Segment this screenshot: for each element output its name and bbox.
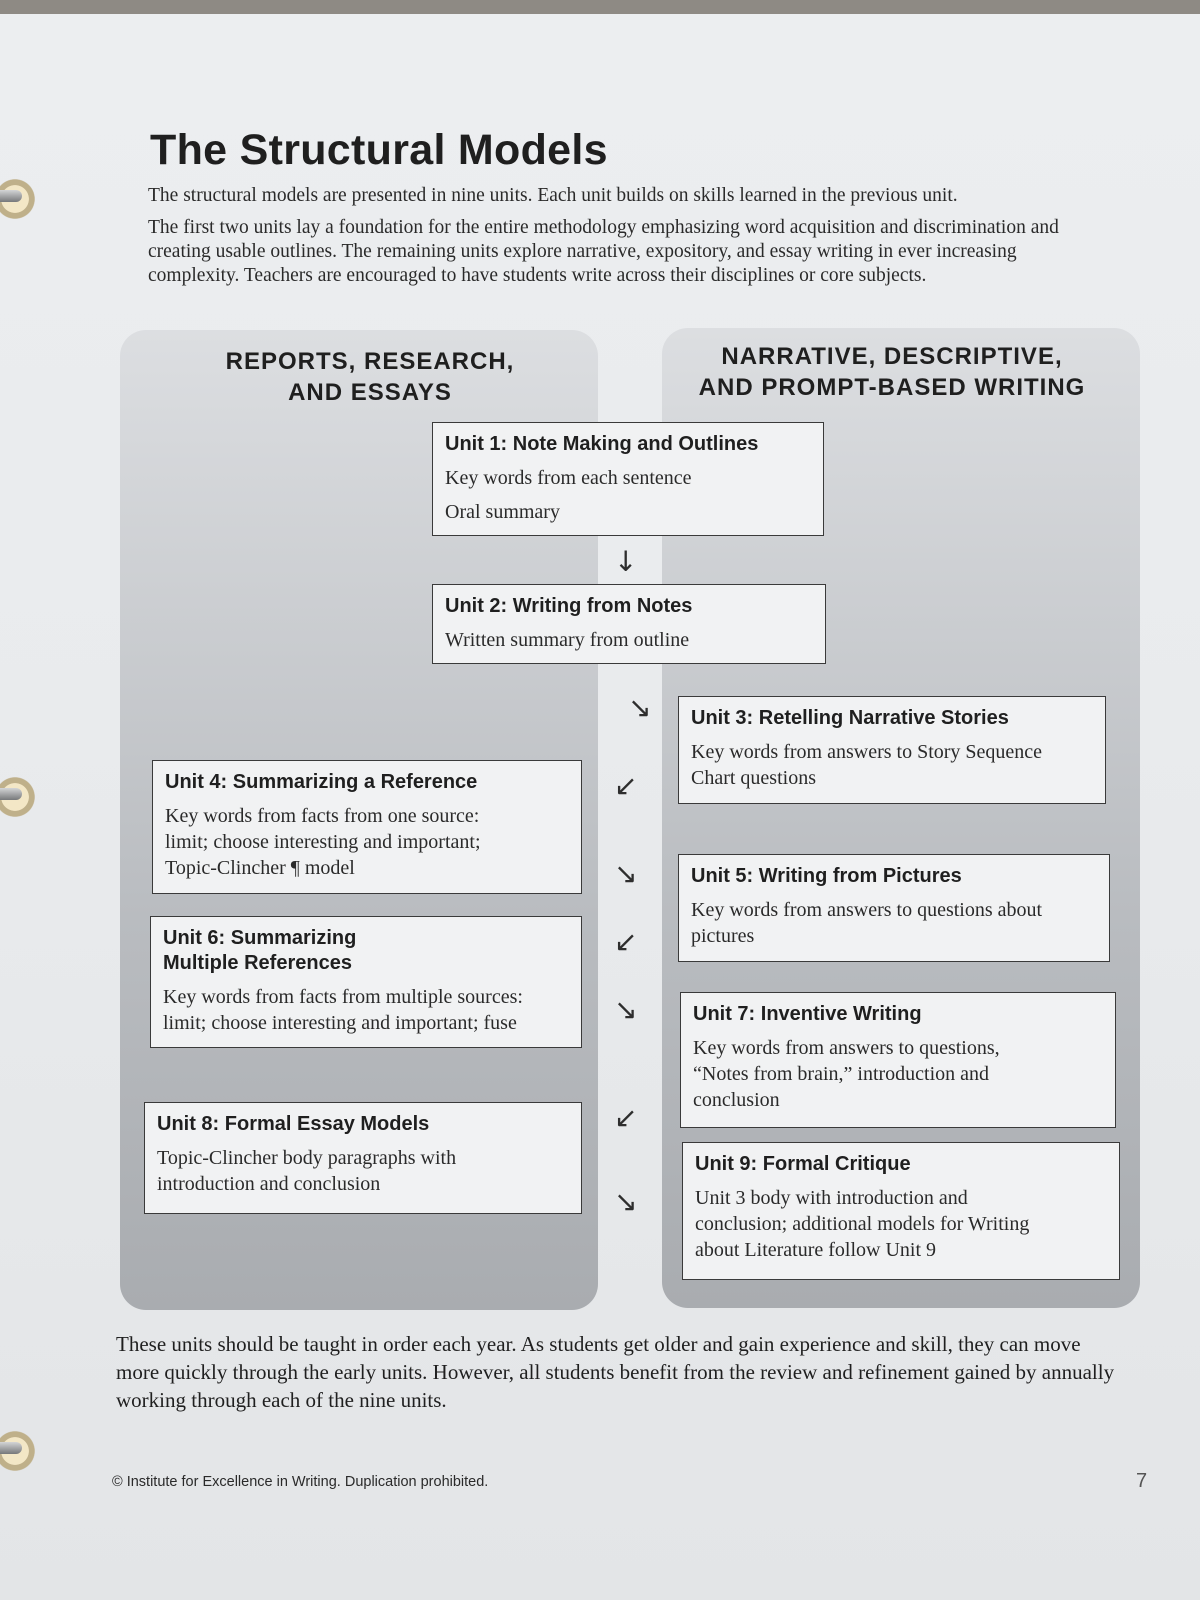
unit-line: Key words from answers to questions,	[693, 1037, 1000, 1059]
arrow-down-right-icon: ↘	[614, 993, 638, 1026]
unit-4-box	[152, 760, 582, 894]
unit-line: Chart questions	[691, 767, 816, 789]
unit-line: Topic-Clincher body paragraphs with	[157, 1147, 457, 1169]
unit-line: Topic-Clincher ¶ model	[165, 857, 355, 879]
unit-line: limit; choose interesting and important; fuse	[163, 1012, 517, 1034]
unit-line: “Notes from brain,” introduction and	[693, 1063, 990, 1085]
unit-title: Unit 4: Summarizing a Reference	[165, 771, 478, 793]
unit-line: Key words from each sentence	[445, 467, 692, 489]
unit-line: Key words from facts from one source:	[165, 805, 480, 827]
arrow-down-right-icon: ↘	[614, 857, 638, 890]
arrow-down-left-icon: ↙	[614, 1101, 638, 1134]
unit-line: limit; choose interesting and important;	[165, 831, 481, 853]
unit-3-box	[678, 696, 1106, 804]
unit-6-box	[150, 916, 582, 1048]
arrow-down-right-icon: ↘	[628, 691, 652, 724]
binder-ring-icon	[0, 774, 42, 820]
unit-line: about Literature follow Unit 9	[695, 1239, 937, 1261]
arrow-down-left-icon: ↙	[614, 925, 638, 958]
closing-paragraph: These units should be taught in order each year. As students get older and gain experience and skill, they can move more quickly through the early units. However, all students benefit from the review and refinement gained by annually working through each of the nine units.	[116, 1332, 1115, 1412]
copyright-footer: © Institute for Excellence in Writing. Duplication prohibited.	[112, 1474, 489, 1490]
unit-title: Unit 9: Formal Critique	[695, 1153, 911, 1175]
unit-title: Unit 5: Writing from Pictures	[691, 865, 962, 887]
arrow-down-icon: ↓	[614, 545, 638, 578]
intro-text	[148, 184, 1088, 288]
unit-9-box	[682, 1142, 1120, 1280]
unit-line: Key words from answers to questions about	[691, 899, 1043, 921]
reports-column-heading: REPORTS, RESEARCH, AND ESSAYS	[225, 348, 515, 406]
unit-line: conclusion	[693, 1089, 780, 1111]
unit-title: Unit 7: Inventive Writing	[693, 1003, 922, 1025]
unit-8-box	[144, 1102, 582, 1214]
binder-ring-icon	[0, 176, 42, 222]
unit-1-box	[432, 422, 824, 536]
unit-7-box	[680, 992, 1116, 1128]
binder-ring-icon	[0, 1428, 42, 1474]
page-title: The Structural Models	[150, 126, 608, 174]
unit-title: Unit 2: Writing from Notes	[445, 595, 693, 617]
unit-line: pictures	[691, 925, 755, 947]
unit-line: Key words from answers to Story Sequence	[691, 741, 1043, 763]
unit-line: Oral summary	[445, 501, 560, 523]
unit-title: Multiple References	[163, 952, 352, 974]
narrative-column-heading: NARRATIVE, DESCRIPTIVE, AND PROMPT-BASED WRITING	[698, 343, 1086, 401]
unit-line: Unit 3 body with introduction and	[695, 1187, 968, 1209]
unit-5-box	[678, 854, 1110, 962]
unit-line: conclusion; additional models for Writing	[695, 1213, 1030, 1235]
unit-line: introduction and conclusion	[157, 1173, 381, 1195]
intro-paragraph: The structural models are presented in nine units. Each unit builds on skills learned in the previous unit.	[148, 185, 958, 206]
unit-line: Key words from facts from multiple sources:	[163, 986, 523, 1008]
unit-line: Written summary from outline	[445, 629, 690, 651]
unit-title: Unit 6: Summarizing	[163, 927, 357, 949]
intro-paragraph: The first two units lay a foundation for the entire methodology emphasizing word acquisition and discrimination and creating usable outlines. The remaining units explore narrative, expository, and essay writing in ever increasing complexity. Teachers are encouraged to have students write across their disciplines or core subjects.	[148, 217, 1059, 286]
unit-title: Unit 1: Note Making and Outlines	[445, 433, 759, 455]
unit-title: Unit 3: Retelling Narrative Stories	[691, 707, 1009, 729]
arrow-down-left-icon: ↙	[614, 769, 638, 802]
unit-title: Unit 8: Formal Essay Models	[157, 1113, 430, 1135]
unit-2-box	[432, 584, 826, 664]
arrow-down-right-icon: ↘	[614, 1185, 638, 1218]
page-number: 7	[1136, 1470, 1148, 1492]
